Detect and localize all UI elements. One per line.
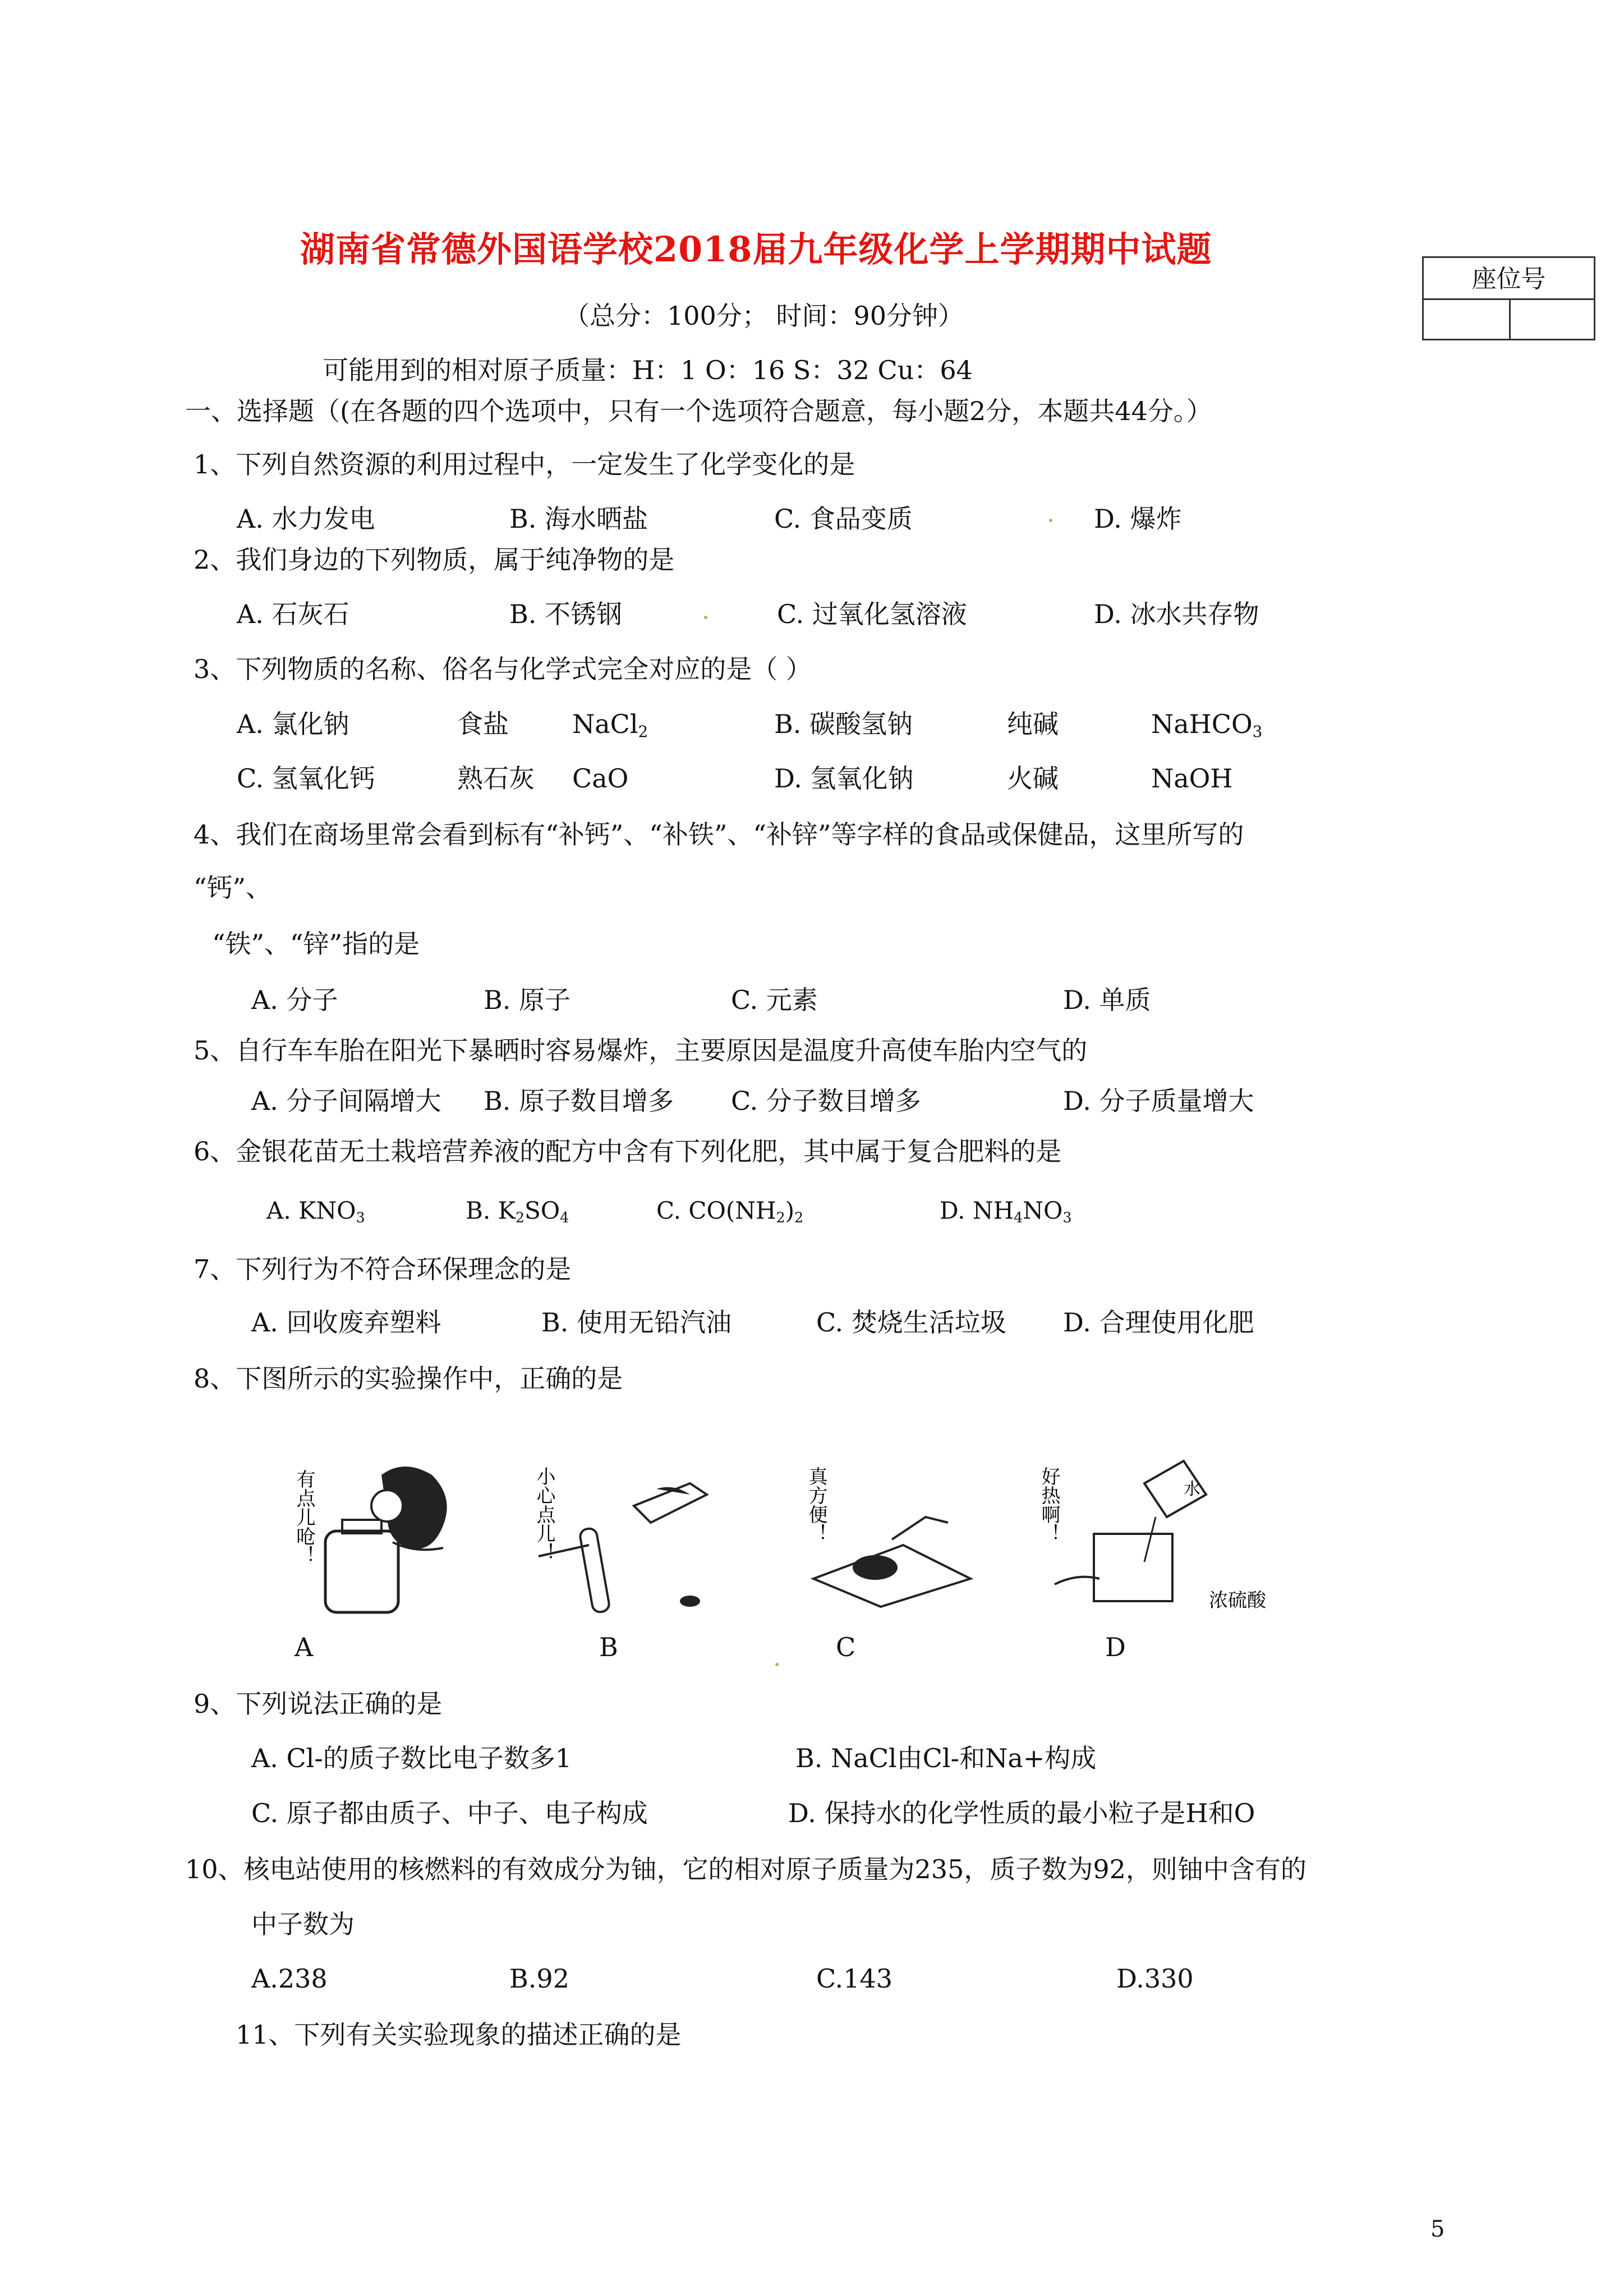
figure-label-d: D	[1105, 1632, 1126, 1662]
question-1-stem: 1、下列自然资源的利用过程中，一定发生了化学变化的是	[194, 449, 855, 480]
question-10-stem-line2: 中子数为	[251, 1909, 355, 1939]
paper-sheet-icon	[813, 1545, 970, 1607]
question-3-option-b-common: 纯碱	[1007, 709, 1059, 739]
section-heading: 一、选择题（(在各题的四个选项中，只有一个选项符合题意，每小题2分，本题共44分。）	[185, 396, 1212, 426]
jar-icon	[325, 1531, 398, 1612]
figure-d-caption: 好热啊！	[1038, 1467, 1060, 1543]
question-2-stem: 2、我们身边的下列物质，属于纯净物的是	[194, 545, 675, 575]
question-4-option-b: B. 原子	[484, 985, 571, 1015]
question-1-option-d: D. 爆炸	[1094, 504, 1182, 534]
question-2-option-c: C. 过氧化氢溶液	[777, 599, 967, 629]
question-4-stem-line1: 4、我们在商场里常会看到标有“补钙”、“补铁”、“补锌”等字样的食品或保健品，这里所写的	[194, 819, 1244, 850]
question-6-option-c: C. $CO(NH_2)_2$	[656, 1197, 804, 1226]
question-3-option-c-name: C. 氢氧化钙	[237, 763, 375, 794]
figure-label-b: B	[599, 1632, 618, 1662]
question-7-option-d: D. 合理使用化肥	[1063, 1307, 1254, 1338]
question-10-stem-line1: 10、核电站使用的核燃料的有效成分为铀，它的相对原子质量为235，质子数为92，则铀中含有的	[185, 1854, 1306, 1884]
question-3-option-a-common: 食盐	[457, 709, 509, 739]
sulfuric-acid-label: 浓硫酸	[1209, 1589, 1266, 1612]
question-4-stem-line3: “铁”、“锌”指的是	[212, 929, 420, 959]
question-5-option-b: B. 原子数目增多	[484, 1086, 674, 1116]
water-label: 水	[1184, 1479, 1200, 1499]
test-tube-icon	[579, 1528, 610, 1613]
question-5-option-c: C. 分子数目增多	[731, 1086, 921, 1116]
figure-label-c: C	[836, 1632, 856, 1662]
scan-dot	[1049, 519, 1052, 522]
question-6-stem: 6、金银花苗无土栽培营养液的配方中含有下列化肥，其中属于复合肥料的是	[194, 1136, 1062, 1167]
question-10-option-b: B.92	[509, 1963, 569, 1994]
question-7-option-a: A. 回收废弃塑料	[251, 1307, 441, 1338]
question-4-stem-line2: “钙”、	[194, 873, 272, 903]
seat-number-label: 座位号	[1424, 258, 1594, 300]
question-10-option-c: C.143	[816, 1963, 892, 1994]
seat-number-box	[1422, 256, 1595, 340]
figure-c-caption: 真方便！	[805, 1467, 827, 1543]
seat-box-divider	[1509, 300, 1511, 340]
solid-sample-icon	[853, 1555, 898, 1580]
question-9-stem: 9、下列说法正确的是	[194, 1689, 443, 1719]
beaker-icon	[1094, 1534, 1172, 1601]
figure-b-pouring	[533, 1450, 718, 1618]
figure-a-caption: 有点儿呛！	[293, 1469, 315, 1565]
figure-d-diluting	[1038, 1450, 1335, 1618]
question-6-option-d: D. $NH_4NO_3$	[940, 1197, 1072, 1226]
question-1-option-c: C. 食品变质	[774, 504, 913, 534]
question-10-option-d: D.330	[1116, 1963, 1194, 1994]
question-3-stem: 3、下列物质的名称、俗名与化学式完全对应的是（ ）	[194, 654, 812, 684]
question-2-option-b: B. 不锈钢	[509, 599, 623, 629]
figure-label-a: A	[295, 1632, 314, 1662]
question-4-option-c: C. 元素	[731, 985, 818, 1015]
question-3-option-c-common: 熟石灰	[457, 763, 535, 794]
question-6-option-a: A. $KNO_3$	[266, 1197, 365, 1226]
question-3-option-d-formula: NaOH	[1151, 763, 1233, 794]
question-4-option-d: D. 单质	[1063, 985, 1151, 1015]
question-1-option-b: B. 海水晒盐	[509, 504, 648, 534]
question-2-option-a: A. 石灰石	[237, 599, 349, 629]
page-number: 5	[1430, 2216, 1445, 2242]
question-6-option-b: B. $K_2SO_4$	[466, 1197, 569, 1226]
figure-a-smelling	[293, 1453, 466, 1615]
scan-dot	[775, 1663, 779, 1666]
question-11-stem: 11、下列有关实验现象的描述正确的是	[236, 2020, 682, 2050]
exam-info: （总分：100分； 时间：90分钟）	[564, 301, 964, 331]
question-3-option-d-common: 火碱	[1007, 763, 1059, 794]
question-10-option-a: A.238	[251, 1963, 328, 1994]
question-9-option-c: C. 原子都由质子、中子、电子构成	[251, 1798, 648, 1828]
question-3-option-b-formula: NaHCO$_3$	[1151, 709, 1263, 741]
question-7-option-b: B. 使用无铅汽油	[541, 1307, 732, 1338]
question-1-option-a: A. 水力发电	[237, 504, 375, 534]
question-5-stem: 5、自行车车胎在阳光下暴晒时容易爆炸，主要原因是温度升高使车胎内空气的	[194, 1035, 1088, 1066]
question-7-option-c: C. 焚烧生活垃圾	[816, 1307, 1006, 1338]
question-3-option-a-name: A. 氯化钠	[237, 709, 349, 739]
question-2-option-d: D. 冰水共存物	[1094, 599, 1259, 629]
figure-b-caption: 小心点儿！	[533, 1467, 555, 1562]
bottle-stopper-icon	[680, 1596, 700, 1607]
question-5-option-d: D. 分子质量增大	[1063, 1086, 1254, 1116]
question-4-option-a: A. 分子	[251, 985, 338, 1015]
question-3-option-a-formula: NaCl$_2$	[572, 709, 648, 741]
atomic-masses: 可能用到的相对原子质量：H：1 O：16 S：32 Cu：64	[323, 355, 973, 385]
question-8-stem: 8、下图所示的实验操作中，正确的是	[194, 1363, 623, 1394]
scan-dot	[704, 616, 707, 619]
question-9-option-d: D. 保持水的化学性质的最小粒子是H和O	[788, 1798, 1255, 1828]
page-title: 湖南省常德外国语学校2018届九年级化学上学期期中试题	[300, 229, 1212, 270]
question-7-stem: 7、下列行为不符合环保理念的是	[194, 1254, 572, 1284]
question-9-option-b: B. NaCl由Cl-和Na+构成	[795, 1743, 1097, 1773]
question-5-option-a: A. 分子间隔增大	[251, 1086, 441, 1116]
question-3-option-b-name: B. 碳酸氢钠	[774, 709, 913, 739]
question-9-option-a: A. Cl-的质子数比电子数多1	[251, 1743, 572, 1773]
question-3-option-d-name: D. 氢氧化钠	[774, 763, 914, 794]
figure-c-weighing	[802, 1450, 970, 1607]
question-3-option-c-formula: CaO	[572, 763, 629, 794]
